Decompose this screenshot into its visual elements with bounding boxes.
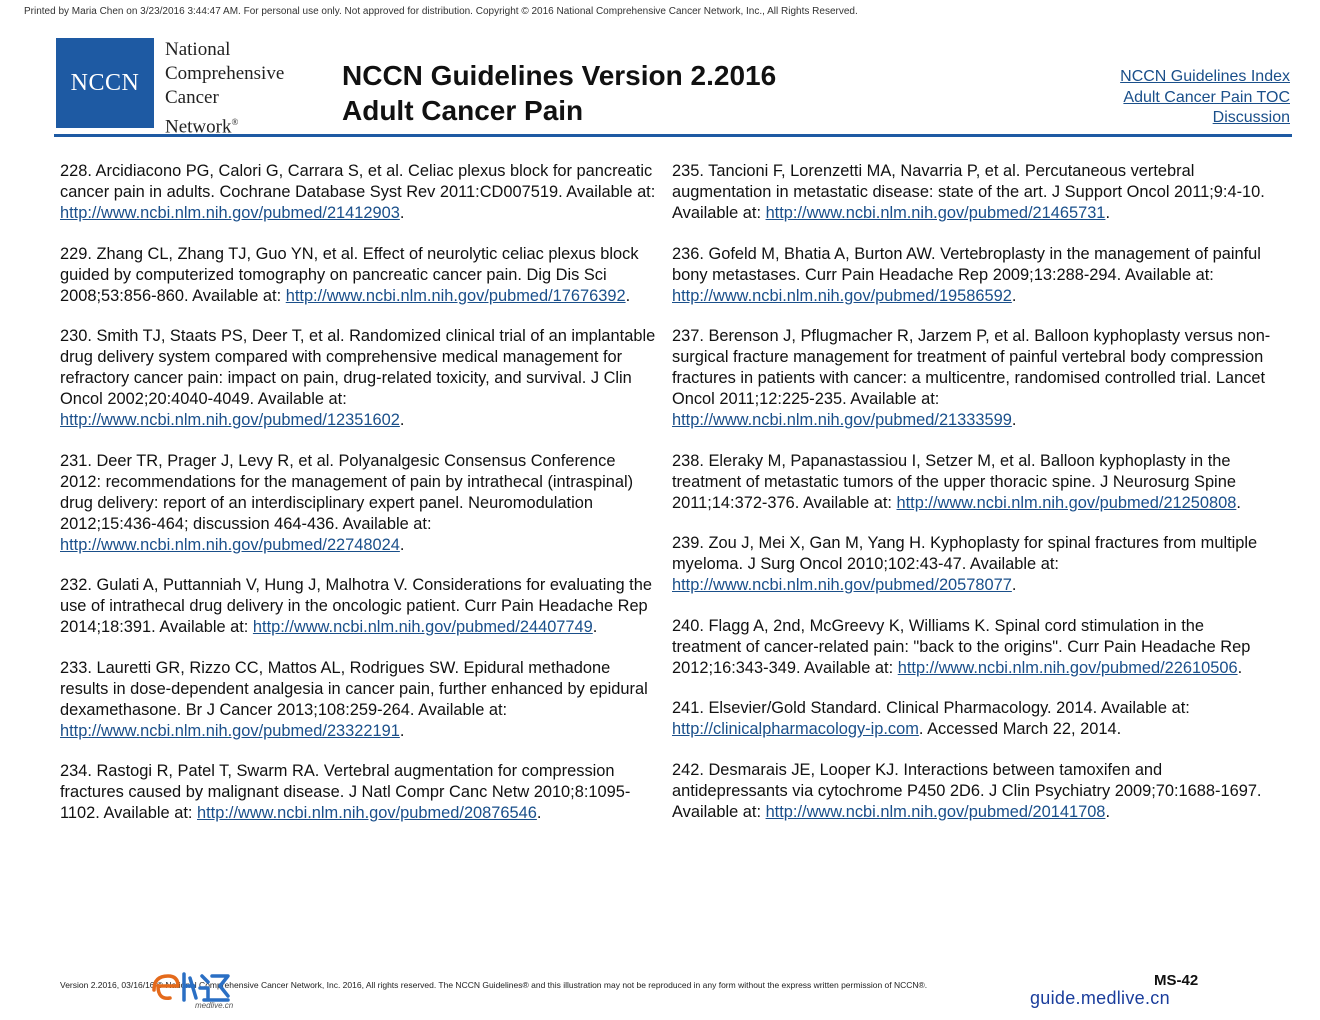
references-right-column bbox=[672, 161, 1272, 842]
reference-link[interactable]: http://www.ncbi.nlm.nih.gov/pubmed/21412903 bbox=[60, 204, 400, 222]
reference-item bbox=[672, 161, 1272, 224]
reference-item bbox=[60, 575, 660, 638]
reference-item bbox=[672, 326, 1272, 431]
reference-citation: 229. Zhang CL, Zhang TJ, Guo YN, et al. Effect of neurolytic celiac plexus block guided by computerized tomography on pancreatic cancer pain. Dig Dis Sci 2008;53:856-860. Available at: bbox=[60, 244, 639, 305]
reference-suffix: . bbox=[592, 618, 598, 636]
reference-link[interactable]: http://www.ncbi.nlm.nih.gov/pubmed/23322191 bbox=[60, 721, 400, 740]
reference-suffix: . bbox=[1011, 576, 1017, 594]
toc-link[interactable]: Adult Cancer Pain TOC bbox=[1123, 88, 1290, 106]
reference-link[interactable]: http://www.ncbi.nlm.nih.gov/pubmed/24407749 bbox=[252, 618, 593, 636]
reference-citation: 232. Gulati A, Puttanniah V, Hung J, Malhotra V. Considerations for evaluating the use of intrathecal drug delivery in the oncologic patient. Curr Pain Headache Rep 2014;18:391. Available at: bbox=[60, 576, 652, 636]
reference-link[interactable]: http://www.ncbi.nlm.nih.gov/pubmed/20876546 bbox=[197, 804, 537, 822]
reference-item bbox=[672, 616, 1272, 679]
reference-citation: 240. Flagg A, 2nd, McGreevy K, Williams K. Spinal cord stimulation in the treatment of cancer-related pain: "back to the origins". Curr Pain Headache Rep 2012;16:343-349. Available at: bbox=[672, 616, 1251, 677]
reference-item bbox=[60, 761, 660, 824]
nccn-logo-wordmark bbox=[165, 38, 284, 139]
reference-suffix: . bbox=[1105, 802, 1110, 821]
reference-link[interactable]: http://www.ncbi.nlm.nih.gov/pubmed/20578077 bbox=[672, 576, 1012, 594]
discussion-link[interactable]: Discussion bbox=[1212, 109, 1290, 126]
reference-citation: 237. Berenson J, Pflugmacher R, Jarzem P, et al. Balloon kyphoplasty versus non-surgical fracture management for treatment of painful vertebral body compression fractures in patients with cancer: a multicentre, randomised controlled trial. Lancet Oncol 2011;12:225-235. Available at: bbox=[672, 327, 1271, 408]
reference-item bbox=[60, 244, 660, 307]
footer-copyright: Version 2.2016, 03/16/16 © National Comprehensive Cancer Network, Inc. 2016, All rights reserved. The NCCN Guidelines® and this illustration may not be reproduced in any form without the express written permission of NCCN®. bbox=[60, 980, 928, 990]
guidelines-index-link[interactable]: NCCN Guidelines Index bbox=[1120, 68, 1290, 85]
reference-item bbox=[672, 244, 1272, 307]
reference-citation: 242. Desmarais JE, Looper KJ. Interactions between tamoxifen and antidepressants via cytochrome P450 2D6. J Clin Psychiatry 2009;70:1688-1697. Available at: bbox=[672, 760, 1262, 821]
reference-citation: 239. Zou J, Mei X, Gan M, Yang H. Kyphoplasty for spinal fractures from multiple myeloma. J Surg Oncol 2010;102:43-47. Available at: bbox=[672, 534, 1258, 573]
watermark-url[interactable]: guide.medlive.cn bbox=[1030, 988, 1170, 1008]
print-disclaimer: Printed by Maria Chen on 3/23/2016 3:44:47 AM. For personal use only. Not approved for distribution. Copyright © 2016 National Comprehensive Cancer Network, Inc., All Rights Reserved. bbox=[24, 6, 858, 17]
reference-item bbox=[672, 533, 1272, 596]
reference-suffix: . bbox=[1236, 493, 1241, 512]
reference-link[interactable]: http://clinicalpharmacology-ip.com bbox=[672, 720, 919, 738]
reference-item bbox=[60, 451, 660, 556]
reference-citation: 241. Elsevier/Gold Standard. Clinical Pharmacology. 2014. Available at: bbox=[672, 699, 1190, 717]
logo-line-4-text: Network bbox=[165, 116, 232, 138]
reference-item bbox=[672, 451, 1272, 514]
reference-item bbox=[60, 161, 660, 224]
reference-suffix: . bbox=[536, 804, 542, 822]
reference-suffix: . bbox=[399, 204, 405, 222]
reference-link[interactable]: http://www.ncbi.nlm.nih.gov/pubmed/20141708 bbox=[765, 802, 1106, 821]
page-number: MS-42 bbox=[1154, 972, 1199, 989]
reference-citation: 230. Smith TJ, Staats PS, Deer T, et al. Randomized clinical trial of an implantable drug delivery system compared with comprehensive medical management for refractory cancer pain: impact on pain, drug-related toxicity, and survival. J Clin Oncol 2002;20:4040-4049. Available at: bbox=[60, 327, 656, 408]
reference-link[interactable]: http://www.ncbi.nlm.nih.gov/pubmed/21465731 bbox=[765, 204, 1106, 222]
logo-line-1: National bbox=[165, 39, 231, 60]
reference-link[interactable]: http://www.ncbi.nlm.nih.gov/pubmed/21250808 bbox=[896, 493, 1237, 512]
reference-suffix: . bbox=[399, 411, 405, 429]
reference-suffix: . bbox=[399, 535, 405, 554]
header-divider bbox=[54, 134, 1292, 137]
reference-item bbox=[672, 760, 1272, 823]
reference-link[interactable]: http://www.ncbi.nlm.nih.gov/pubmed/12351602 bbox=[60, 411, 400, 429]
reference-item bbox=[60, 326, 660, 431]
reference-suffix: . bbox=[1011, 286, 1017, 305]
document-title bbox=[342, 58, 776, 128]
watermark-subtext: medlive.cn bbox=[195, 1001, 234, 1010]
logo-line-2: Comprehensive bbox=[165, 63, 285, 84]
reference-link[interactable]: http://www.ncbi.nlm.nih.gov/pubmed/21333599 bbox=[672, 411, 1012, 429]
reference-link[interactable]: http://www.ncbi.nlm.nih.gov/pubmed/22748024 bbox=[60, 535, 400, 554]
reference-citation: 228. Arcidiacono PG, Calori G, Carrara S, et al. Celiac plexus block for pancreatic cancer pain in adults. Cochrane Database Syst Rev 2011:CD007519. Available at: bbox=[60, 162, 656, 201]
reference-suffix: . bbox=[1237, 658, 1243, 677]
reference-suffix: . bbox=[625, 286, 631, 305]
reference-citation: 238. Eleraky M, Papanastassiou I, Setzer M, et al. Balloon kyphoplasty in the treatment of metastatic tumors of the upper thoracic spine. J Neurosurg Spine 2011;14:372-376. Available at: bbox=[672, 451, 1236, 512]
reference-link[interactable]: http://www.ncbi.nlm.nih.gov/pubmed/17676392 bbox=[285, 286, 626, 305]
reference-link[interactable]: http://www.ncbi.nlm.nih.gov/pubmed/22610506 bbox=[897, 658, 1238, 677]
reference-item bbox=[672, 698, 1272, 740]
logo-registered-mark: ® bbox=[231, 117, 239, 127]
reference-link[interactable]: http://www.ncbi.nlm.nih.gov/pubmed/19586592 bbox=[672, 286, 1012, 305]
reference-citation: 233. Lauretti GR, Rizzo CC, Mattos AL, Rodrigues SW. Epidural methadone results in dose-dependent analgesia in cancer pain, further enhanced by epidural dexamethasone. Br J Cancer 2013;108:259-264. Available at: bbox=[60, 658, 648, 719]
reference-citation: 234. Rastogi R, Patel T, Swarm RA. Vertebral augmentation for compression fractures caused by malignant disease. J Natl Compr Canc Netw 2010;8:1095-1102. Available at: bbox=[60, 762, 631, 822]
header-nav-links bbox=[1120, 67, 1290, 129]
nccn-logo-mark: NCCN bbox=[56, 38, 154, 128]
title-topic: Adult Cancer Pain bbox=[342, 95, 584, 126]
reference-suffix: . Accessed March 22, 2014. bbox=[918, 720, 1122, 738]
reference-citation: 231. Deer TR, Prager J, Levy R, et al. Polyanalgesic Consensus Conference 2012: recommendations for the management of pain by intrathecal (intraspinal) drug delivery: report of an interdisciplinary expert panel. Neuromodulation 2012;15:436-464; discussion 464-436. Available at: bbox=[60, 451, 634, 533]
reference-suffix: . bbox=[1105, 204, 1110, 222]
reference-citation: 235. Tancioni F, Lorenzetti MA, Navarria P, et al. Percutaneous vertebral augmentation in metastatic disease: state of the art. J Support Oncol 2011;9:4-10. Available at: bbox=[672, 162, 1265, 222]
reference-suffix: . bbox=[1011, 411, 1017, 429]
logo-line-3: Cancer bbox=[165, 87, 219, 108]
reference-suffix: . bbox=[399, 721, 405, 740]
reference-item bbox=[60, 658, 660, 742]
title-version: NCCN Guidelines Version 2.2016 bbox=[342, 60, 777, 91]
reference-citation: 236. Gofeld M, Bhatia A, Burton AW. Vertebroplasty in the management of painful bony metastases. Curr Pain Headache Rep 2009;13:288-294. Available at: bbox=[672, 244, 1261, 284]
references-left-column bbox=[60, 161, 660, 844]
